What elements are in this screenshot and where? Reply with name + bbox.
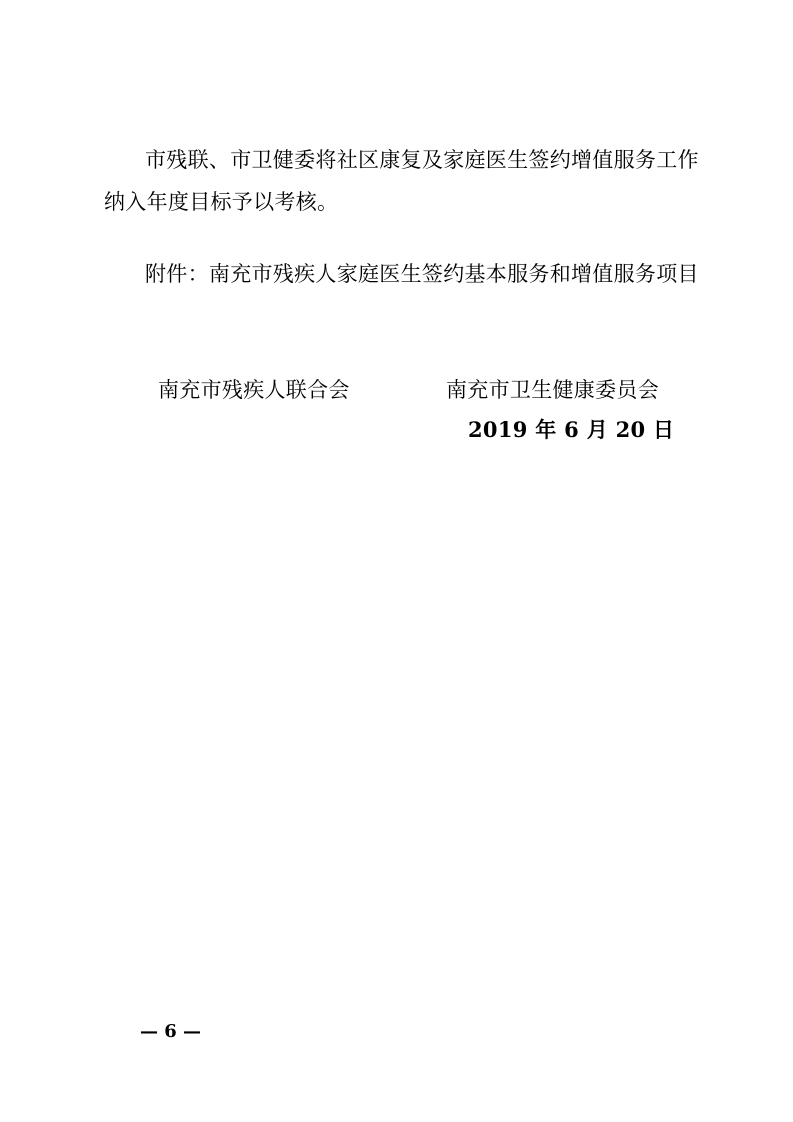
body-paragraph-line-2: 纳入年度目标予以考核。	[104, 190, 339, 214]
signature-org-right: 南充市卫生健康委员会	[446, 378, 659, 402]
page-number: — 6 —	[140, 1021, 202, 1042]
attachment-note: 附件：南充市残疾人家庭医生签约基本服务和增值服务项目	[145, 262, 699, 286]
body-paragraph-line-1: 市残联、市卫健委将社区康复及家庭医生签约增值服务工作	[145, 148, 699, 172]
signature-org-left: 南充市残疾人联合会	[158, 378, 350, 402]
signature-date: 2019 年 6 月 20 日	[468, 417, 675, 442]
